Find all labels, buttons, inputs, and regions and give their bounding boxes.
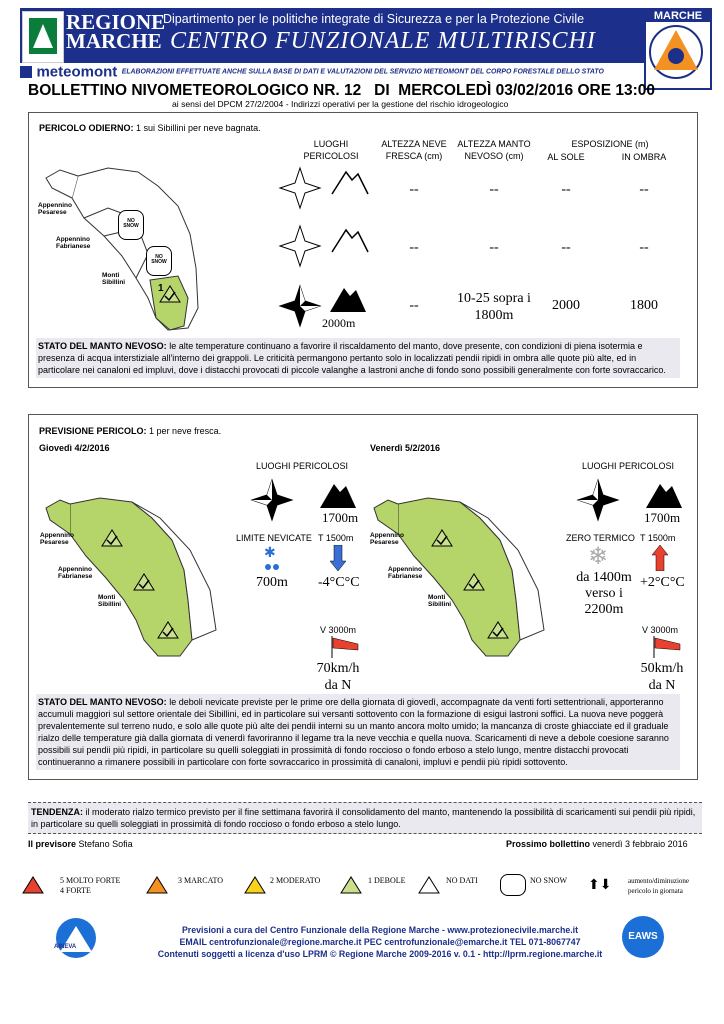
- r3-manto: 10-25 sopra i 1800m: [457, 291, 531, 323]
- d2-compass-icon: [576, 478, 620, 527]
- compass-rose-2: [278, 224, 322, 268]
- meteomont-logo: meteomont: [36, 63, 118, 81]
- d1-danger-icon-3: [156, 620, 180, 645]
- d2-region-fabrianese: Appennino Fabrianese: [388, 566, 423, 580]
- legend-5-4-icon: [22, 876, 44, 899]
- col-luoghi: LUOGHI PERICOLOSI: [303, 139, 359, 161]
- d2-t-value: +2°C°C: [640, 575, 685, 590]
- mountain-icon-3: [328, 282, 368, 316]
- department-title: Dipartimento per le politiche integrate di Sicurezza e per la Protezione Civile: [163, 12, 585, 26]
- regione-marche-logo: [22, 11, 64, 63]
- bulletin-subtitle: ai sensi del DPCM 27/2/2004 - Indirizzi operativi per la gestione del rischio idrogeologico: [172, 99, 509, 109]
- no-snow-fabrianese: NO SNOW: [146, 246, 172, 276]
- r3-neve: --: [409, 298, 419, 313]
- snowflake-icon: ❄: [588, 543, 609, 570]
- d1-danger-icon-2: [132, 572, 156, 597]
- legend-3-label: 3 MARCATO: [178, 876, 223, 885]
- compass-rose-1: [278, 166, 322, 210]
- legend-nodata-icon: [418, 876, 440, 899]
- meteomont-bar: [20, 63, 644, 81]
- r3-sole: 2000: [552, 298, 580, 313]
- protezione-civile-logo: MARCHE: [644, 8, 712, 90]
- no-snow-pesarese: NO SNOW: [118, 210, 144, 240]
- d1-wind: 70km/h da N: [316, 661, 360, 693]
- svg-text:✱: ✱: [264, 545, 276, 560]
- region-pesarese: Appennino Pesarese: [38, 202, 72, 216]
- d1-alt: 1700m: [322, 510, 359, 525]
- d1-compass-icon: [250, 478, 294, 527]
- d1-region-fabrianese: Appennino Fabrianese: [58, 566, 93, 580]
- d1-region-sibillini: Monti Sibillini: [98, 594, 122, 608]
- d1-lim-label: LIMITE NEVICATE: [236, 533, 312, 543]
- d2-windsock-icon: [652, 636, 682, 663]
- day2-title: Venerdì 5/2/2016: [370, 443, 441, 453]
- forecast-danger: PREVISIONE PERICOLO: 1 per neve fresca.: [39, 426, 222, 436]
- eaws-logo: EAWS: [622, 916, 664, 958]
- r1-sole: --: [561, 182, 571, 197]
- today-stato: STATO DEL MANTO NEVOSO: le alte temperature continuano a favorire il riscaldamento del manto, dove presente, con condizioni di piena isotermia e presenza di acqua interstiziale all'interno dei grappoli. Le criticità permangono pertanto solo in localizzati pendii ripidi in ombra alle quote più alte, ed in particolare nei canaloni ed impluvi, dove i distacchi provocati di piccole valanghe a lastroni anche di fondo sono possibili generalmente con forte sovraccarico.: [36, 338, 680, 378]
- d2-region-pesarese: Appennino Pesarese: [370, 532, 404, 546]
- day1-title: Giovedì 4/2/2016: [39, 443, 110, 453]
- legend-1-icon: [340, 876, 362, 899]
- today-alt: 2000m: [322, 316, 356, 330]
- legend-arrows-icon: ⬆⬇: [588, 876, 612, 892]
- d1-v-label: V 3000m: [320, 625, 357, 635]
- legend-nosnow-icon: [500, 874, 526, 896]
- d2-danger-icon-2: [462, 572, 486, 597]
- r1-manto: --: [489, 182, 499, 197]
- legend: [22, 874, 712, 904]
- r2-manto: --: [489, 240, 499, 255]
- d2-zero-label: ZERO TERMICO: [566, 533, 635, 543]
- d1-danger-icon-1: [100, 528, 124, 553]
- col-esposizione: ESPOSIZIONE (m): [571, 139, 649, 149]
- meteomont-note: ELABORAZIONI EFFETTUATE ANCHE SULLA BASE DI DATI E VALUTAZIONI DEL SERVIZIO METEOMONT DEL CORPO FORESTALE DELLO STATO: [121, 68, 604, 76]
- r2-neve: --: [409, 240, 419, 255]
- col-manto: ALTEZZA MANTO NEVOSO (cm): [457, 139, 531, 161]
- col-neve: ALTEZZA NEVE FRESCA (cm): [381, 139, 447, 161]
- today-danger: PERICOLO ODIERNO: 1 sui Sibillini per neve bagnata.: [39, 123, 261, 133]
- mountain-icon-2: [330, 224, 370, 254]
- footer-text: Previsioni a cura del Centro Funzionale della Regione Marche - www.protezionecivile.marche.it EMAIL centrofunzionale@regione.marche.it PEC centrofunzionale@emarche.it TEL 071-8067747 Contenuti soggetti a licenza d'uso LPRM © Regione Marche 2009-2016 v. 0.1 - http://lprm.regione.marche.it: [157, 925, 603, 959]
- r3-ombra: 1800: [630, 298, 658, 313]
- bulletin-title: BOLLETTINO NIVOMETEOROLOGICO NR. 12 DI MERCOLEDÌ 03/02/2016 ORE 13:00: [28, 82, 656, 99]
- cold-arrow-icon: [330, 545, 346, 576]
- r1-ombra: --: [639, 182, 649, 197]
- legend-nodata-label: NO DATI: [446, 876, 478, 885]
- d1-region-pesarese: Appennino Pesarese: [40, 532, 74, 546]
- d2-danger-icon-3: [486, 620, 510, 645]
- d1-lim-value: 700m: [256, 575, 288, 590]
- d2-alt: 1700m: [644, 510, 681, 525]
- d2-luoghi: LUOGHI PERICOLOSI: [582, 461, 675, 471]
- d1-windsock-icon: [330, 636, 360, 663]
- centre-title: CENTRO FUNZIONALE MULTIRISCHI: [170, 28, 596, 54]
- r1-neve: --: [409, 182, 419, 197]
- snowfall-icon: [260, 545, 284, 578]
- aineva-logo: [54, 916, 98, 965]
- d2-t-label: T 1500m: [640, 533, 676, 543]
- d2-region-sibillini: Monti Sibillini: [428, 594, 452, 608]
- aineva-text: AINEVA: [54, 944, 77, 950]
- r2-sole: --: [561, 240, 571, 255]
- compass-rose-3: [278, 284, 322, 328]
- danger-level-num: 1: [158, 283, 164, 294]
- warm-arrow-icon: [652, 545, 668, 576]
- prossimo-bollettino: Prossimo bollettino venerdì 3 febbraio 2016: [506, 839, 688, 849]
- tendenza: TENDENZA: il moderato rialzo termico previsto per il fine settimana favorirà il consolidamento del manto, mantenendo la possibilità di scaricamenti sui pendii più ripidi, in particolare su quelli soleggiati in prossimità di fondo roccioso o fondo erboso a stelo lungo.: [28, 802, 702, 834]
- forecast-stato: STATO DEL MANTO NEVOSO: le deboli nevicate previste per le prime ore della giornata di giovedì, accompagnate da venti forti settentrionali, apporteranno accumuli maggiori sul settore orientale dei Sibillini, ed in particolare sui versanti sottovento con la formazione di esigui lastroni soffici. La nuova neve poggerà prevalentemente sul terreno nudo, e solo alle quote più alte dei pendii interni su un manto ancora molto umido; la mancanza di croste ghiacciate ed il graduale rialzo delle temperature già dalla giornata di venerdì favoriranno il legame tra la neve vecchia e quella nuova. Scaricamenti di neve a debole coesione saranno possibili sui pendii più ripidi, in particolare su quelli soleggiati in prossimità di fondo roccioso o fondo erboso a stelo lungo, mentre distacchi provocati continueranno a rimanere possibili in particolare con forte sovraccarico in prossimità di canaloni, impluvi e pendii più ripidi sottovento.: [36, 694, 680, 770]
- d1-t-label: T 1500m: [318, 533, 354, 543]
- legend-2-icon: [244, 876, 266, 899]
- d1-t-value: -4°C°C: [318, 575, 360, 590]
- col-ombra: IN OMBRA: [621, 152, 667, 162]
- legend-5-4-label: 5 MOLTO FORTE 4 FORTE: [60, 876, 121, 895]
- region-fabrianese: Appennino Fabrianese: [56, 236, 91, 250]
- d2-wind: 50km/h da N: [640, 661, 684, 693]
- d2-v-label: V 3000m: [642, 625, 679, 635]
- legend-1-label: 1 DEBOLE: [368, 876, 406, 885]
- d2-zero-value: da 1400m verso i 2200m: [576, 570, 632, 617]
- legend-2-label: 2 MODERATO: [270, 876, 321, 885]
- legend-3-icon: [146, 876, 168, 899]
- previsore: Il previsore Stefano Sofia: [28, 839, 133, 849]
- d1-luoghi: LUOGHI PERICOLOSI: [256, 461, 349, 471]
- region-sibillini: Monti Sibillini: [102, 272, 126, 286]
- col-sole: AL SOLE: [547, 152, 585, 162]
- legend-trend-label: aumento/diminuzione pericolo in giornata: [628, 877, 690, 895]
- mountain-icon-1: [330, 166, 370, 196]
- region-name: REGIONE MARCHE: [66, 10, 166, 53]
- d2-danger-icon-1: [430, 528, 454, 553]
- r2-ombra: --: [639, 240, 649, 255]
- legend-nosnow-label: NO SNOW: [530, 876, 568, 885]
